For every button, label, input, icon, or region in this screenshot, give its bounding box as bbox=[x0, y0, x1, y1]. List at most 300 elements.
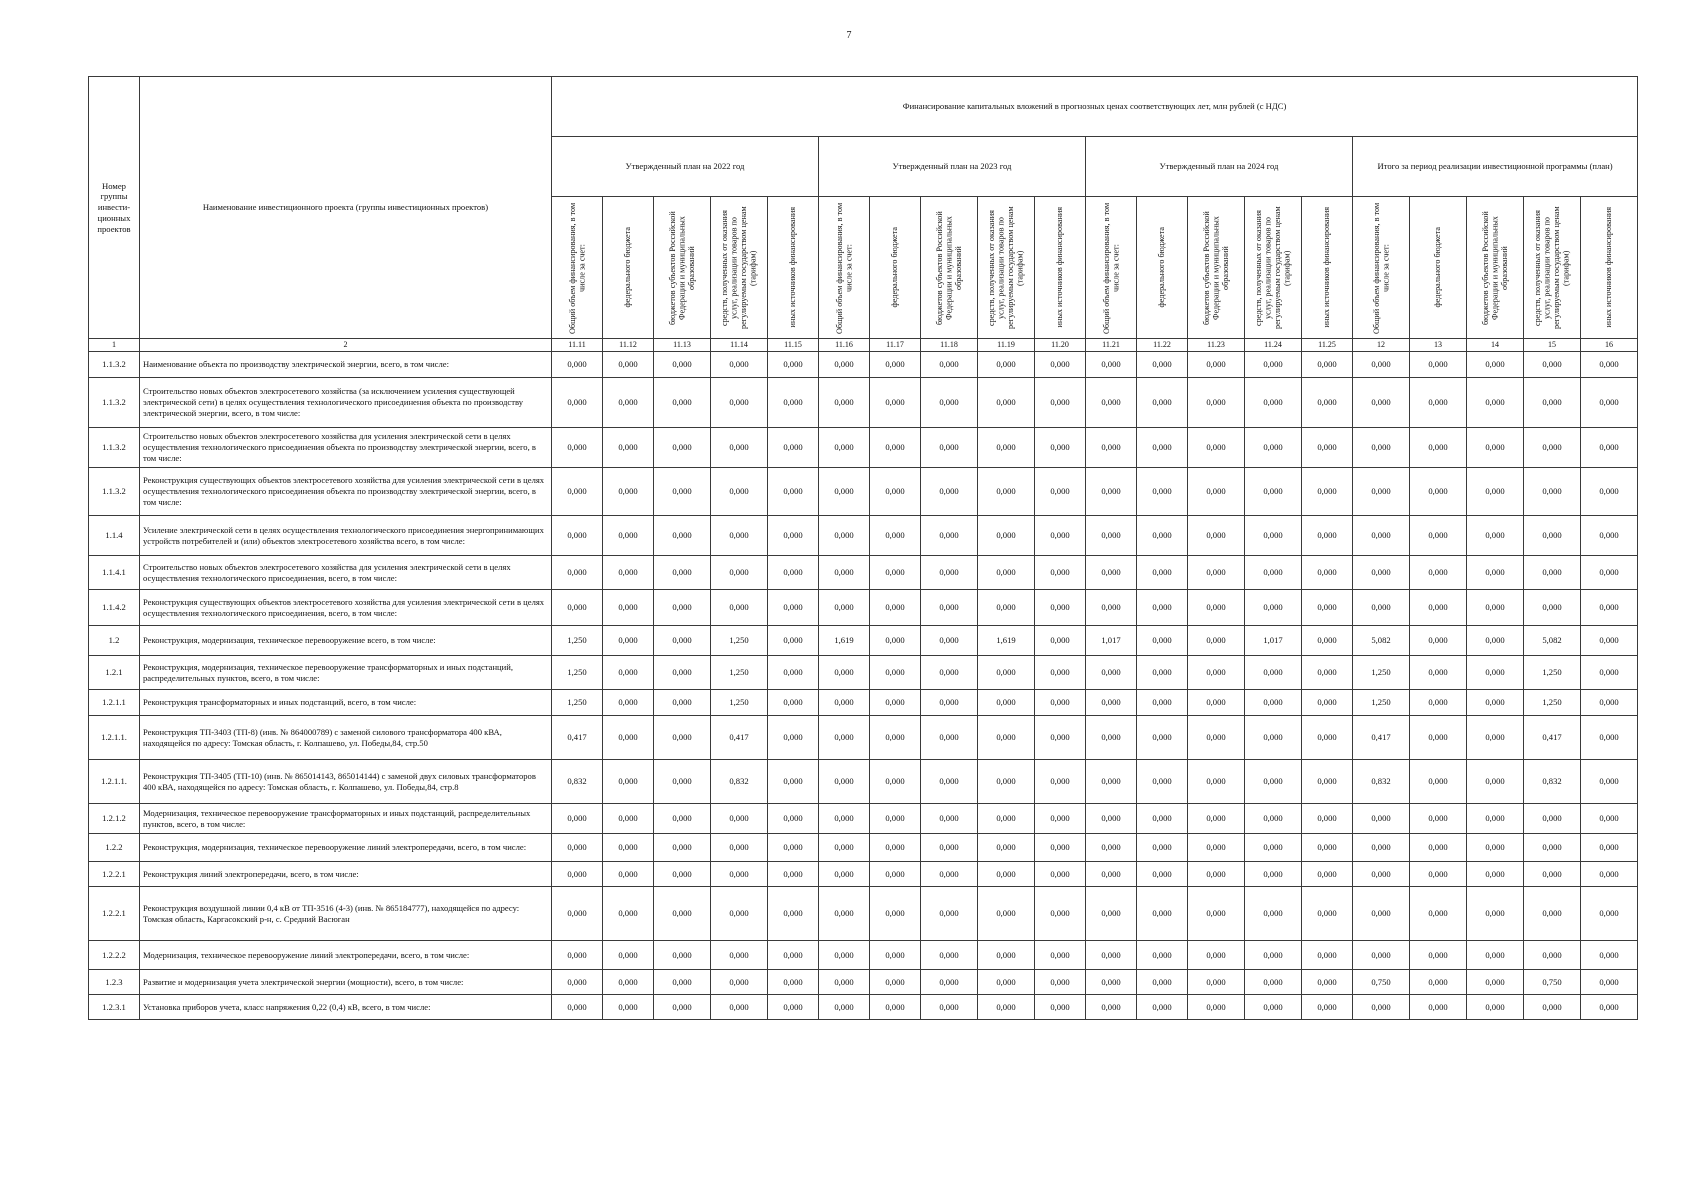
row-value-cell: 0,000 bbox=[1524, 428, 1581, 468]
row-value-cell: 0,000 bbox=[603, 428, 654, 468]
table-row bbox=[89, 690, 1638, 716]
row-value-cell: 1,250 bbox=[552, 656, 603, 690]
row-value-cell: 0,000 bbox=[1581, 590, 1638, 626]
row-value-cell: 0,000 bbox=[768, 556, 819, 590]
row-project-name: Реконструкция ТП-3403 (ТП-8) (инв. № 864000789) с заменой силового трансформатора 400 кВА, находящейся по адресу: Томская область, г. Колпашево, ул. Победы,84, стр.50 bbox=[140, 716, 552, 760]
row-value-cell: 0,000 bbox=[1035, 690, 1086, 716]
subcolumn-header bbox=[552, 197, 603, 339]
row-value-cell: 0,000 bbox=[1035, 626, 1086, 656]
table-body bbox=[89, 352, 1638, 1020]
row-value-cell: 0,000 bbox=[1353, 804, 1410, 834]
row-value-cell: 0,000 bbox=[1137, 970, 1188, 995]
table-row bbox=[89, 887, 1638, 941]
row-value-cell: 0,000 bbox=[921, 690, 978, 716]
row-value-cell: 0,000 bbox=[819, 656, 870, 690]
row-project-name: Строительство новых объектов электросетевого хозяйства для усиления электрической сети в целях осуществления технологического присоединения объекта по производству электрической энергии, всего, в том числе: bbox=[140, 428, 552, 468]
row-value-cell: 0,000 bbox=[1524, 941, 1581, 970]
subcolumn-header bbox=[1467, 197, 1524, 339]
row-value-cell: 0,000 bbox=[819, 804, 870, 834]
row-value-cell: 0,000 bbox=[921, 716, 978, 760]
row-value-cell: 0,000 bbox=[1524, 352, 1581, 378]
row-group-number: 1.2.2.2 bbox=[89, 941, 140, 970]
row-value-cell: 0,000 bbox=[819, 970, 870, 995]
row-value-cell: 0,000 bbox=[819, 716, 870, 760]
subcolumn-header-label: Общий объем финансирования, в том числе за счет: bbox=[834, 201, 853, 334]
row-value-cell: 0,000 bbox=[1245, 941, 1302, 970]
row-value-cell: 0,000 bbox=[870, 887, 921, 941]
row-value-cell: 0,000 bbox=[1086, 887, 1137, 941]
subcolumn-header-label: бюджетов субъектов Российской Федерации и муниципальных образований bbox=[1201, 210, 1230, 325]
row-value-cell: 0,000 bbox=[1581, 556, 1638, 590]
row-value-cell: 0,000 bbox=[603, 887, 654, 941]
table-row bbox=[89, 428, 1638, 468]
row-value-cell: 0,000 bbox=[1086, 352, 1137, 378]
row-value-cell: 0,000 bbox=[1524, 590, 1581, 626]
row-value-cell: 0,000 bbox=[603, 468, 654, 516]
table-row bbox=[89, 556, 1638, 590]
row-value-cell: 0,000 bbox=[819, 352, 870, 378]
row-value-cell: 0,000 bbox=[1035, 656, 1086, 690]
row-value-cell: 0,000 bbox=[654, 352, 711, 378]
row-project-name: Реконструкция, модернизация, техническое перевооружение линий электропередачи, всего, в том числе: bbox=[140, 834, 552, 862]
row-value-cell: 0,000 bbox=[1353, 516, 1410, 556]
row-value-cell: 0,000 bbox=[768, 590, 819, 626]
column-number-cell: 2 bbox=[140, 339, 552, 352]
row-value-cell: 0,000 bbox=[1302, 626, 1353, 656]
period-header: Утвержденный план на 2024 год bbox=[1086, 137, 1353, 197]
subcolumn-header bbox=[978, 197, 1035, 339]
row-value-cell: 0,000 bbox=[1188, 352, 1245, 378]
row-value-cell: 1,250 bbox=[1524, 656, 1581, 690]
row-value-cell: 0,000 bbox=[1302, 716, 1353, 760]
row-value-cell: 0,000 bbox=[1035, 760, 1086, 804]
row-value-cell: 0,417 bbox=[552, 716, 603, 760]
row-value-cell: 0,000 bbox=[819, 995, 870, 1020]
table-row bbox=[89, 352, 1638, 378]
row-value-cell: 0,000 bbox=[870, 690, 921, 716]
row-value-cell: 0,000 bbox=[870, 626, 921, 656]
row-value-cell: 0,000 bbox=[768, 941, 819, 970]
row-group-number: 1.2.1.1. bbox=[89, 760, 140, 804]
row-value-cell: 0,000 bbox=[978, 556, 1035, 590]
row-value-cell: 0,000 bbox=[1188, 468, 1245, 516]
row-value-cell: 0,000 bbox=[1137, 690, 1188, 716]
row-value-cell: 0,000 bbox=[978, 590, 1035, 626]
financing-title-header: Финансирование капитальных вложений в прогнозных ценах соответствующих лет, млн рублей (с НДС) bbox=[552, 77, 1638, 137]
subcolumn-header bbox=[1086, 197, 1137, 339]
table-row bbox=[89, 862, 1638, 887]
row-value-cell: 0,000 bbox=[654, 834, 711, 862]
row-value-cell: 0,000 bbox=[711, 834, 768, 862]
row-value-cell: 0,000 bbox=[1035, 428, 1086, 468]
row-value-cell: 0,000 bbox=[1188, 941, 1245, 970]
row-value-cell: 0,000 bbox=[921, 428, 978, 468]
row-value-cell: 0,750 bbox=[1524, 970, 1581, 995]
row-value-cell: 0,000 bbox=[1467, 556, 1524, 590]
row-group-number: 1.2.1.2 bbox=[89, 804, 140, 834]
row-value-cell: 0,000 bbox=[1467, 590, 1524, 626]
subcolumn-header-label: Общий объем финансирования, в том числе за счет: bbox=[1101, 201, 1120, 334]
row-group-number: 1.2.1 bbox=[89, 656, 140, 690]
row-group-number: 1.2 bbox=[89, 626, 140, 656]
row-value-cell: 0,000 bbox=[1581, 468, 1638, 516]
subcolumn-header bbox=[1302, 197, 1353, 339]
row-value-cell: 0,000 bbox=[1302, 804, 1353, 834]
row-project-name: Реконструкция, модернизация, техническое перевооружение всего, в том числе: bbox=[140, 626, 552, 656]
column-number-cell: 11.19 bbox=[978, 339, 1035, 352]
row-project-name: Реконструкция ТП-3405 (ТП-10) (инв. № 865014143, 865014144) с заменой двух силовых трансформаторов 400 кВА, находящейся по адресу: Томская область, г. Колпашево, ул. Победы,84, стр.8 bbox=[140, 760, 552, 804]
row-value-cell: 0,000 bbox=[921, 556, 978, 590]
row-value-cell: 0,000 bbox=[1086, 941, 1137, 970]
row-value-cell: 0,000 bbox=[1137, 834, 1188, 862]
row-value-cell: 0,000 bbox=[1410, 804, 1467, 834]
period-header: Утвержденный план на 2022 год bbox=[552, 137, 819, 197]
column-number-cell: 11.18 bbox=[921, 339, 978, 352]
row-group-number: 1.1.3.2 bbox=[89, 428, 140, 468]
row-value-cell: 0,000 bbox=[870, 590, 921, 626]
subcolumn-header bbox=[1245, 197, 1302, 339]
subcolumn-header bbox=[603, 197, 654, 339]
subcolumn-header-label: иных источников финансирования bbox=[1055, 207, 1065, 328]
row-value-cell: 0,000 bbox=[1467, 516, 1524, 556]
subcolumn-header-label: средств, полученных от оказания услуг, реализации товаров по регулируемым государством ценам (тарифам) bbox=[1533, 206, 1571, 329]
row-value-cell: 0,000 bbox=[1581, 862, 1638, 887]
column-number-cell: 11.21 bbox=[1086, 339, 1137, 352]
column-number-cell: 14 bbox=[1467, 339, 1524, 352]
row-value-cell: 0,000 bbox=[1467, 468, 1524, 516]
row-value-cell: 0,000 bbox=[711, 995, 768, 1020]
row-value-cell: 5,082 bbox=[1524, 626, 1581, 656]
row-value-cell: 0,000 bbox=[921, 656, 978, 690]
row-value-cell: 0,000 bbox=[603, 834, 654, 862]
row-value-cell: 0,000 bbox=[819, 378, 870, 428]
row-value-cell: 0,000 bbox=[768, 428, 819, 468]
row-value-cell: 0,000 bbox=[1302, 941, 1353, 970]
row-value-cell: 0,000 bbox=[654, 556, 711, 590]
row-value-cell: 0,000 bbox=[1524, 378, 1581, 428]
row-value-cell: 0,000 bbox=[603, 690, 654, 716]
row-value-cell: 0,000 bbox=[552, 428, 603, 468]
row-value-cell: 0,000 bbox=[978, 690, 1035, 716]
column-number-cell: 13 bbox=[1410, 339, 1467, 352]
row-value-cell: 0,000 bbox=[870, 428, 921, 468]
row-value-cell: 0,000 bbox=[1188, 378, 1245, 428]
row-value-cell: 0,000 bbox=[768, 804, 819, 834]
row-value-cell: 0,000 bbox=[1353, 834, 1410, 862]
row-value-cell: 0,000 bbox=[1353, 352, 1410, 378]
table-header bbox=[89, 77, 1638, 352]
row-value-cell: 0,000 bbox=[1353, 378, 1410, 428]
row-value-cell: 0,000 bbox=[711, 352, 768, 378]
row-value-cell: 0,000 bbox=[1467, 834, 1524, 862]
column-number-cell: 11.12 bbox=[603, 339, 654, 352]
row-value-cell: 0,000 bbox=[1581, 428, 1638, 468]
row-value-cell: 0,000 bbox=[1467, 716, 1524, 760]
row-value-cell: 0,000 bbox=[1137, 556, 1188, 590]
row-value-cell: 0,000 bbox=[1188, 862, 1245, 887]
row-value-cell: 0,000 bbox=[921, 941, 978, 970]
row-value-cell: 0,000 bbox=[1467, 378, 1524, 428]
table-row bbox=[89, 626, 1638, 656]
row-project-name: Модернизация, техническое перевооружение линий электропередачи, всего, в том числе: bbox=[140, 941, 552, 970]
row-value-cell: 0,000 bbox=[1467, 970, 1524, 995]
row-value-cell: 0,000 bbox=[921, 995, 978, 1020]
row-value-cell: 0,000 bbox=[1581, 716, 1638, 760]
row-value-cell: 0,000 bbox=[1086, 590, 1137, 626]
row-value-cell: 0,000 bbox=[1524, 804, 1581, 834]
row-value-cell: 5,082 bbox=[1353, 626, 1410, 656]
row-value-cell: 0,000 bbox=[978, 804, 1035, 834]
row-value-cell: 0,000 bbox=[1410, 378, 1467, 428]
row-value-cell: 0,000 bbox=[870, 378, 921, 428]
row-value-cell: 0,000 bbox=[768, 656, 819, 690]
row-value-cell: 0,000 bbox=[654, 887, 711, 941]
row-value-cell: 0,000 bbox=[552, 995, 603, 1020]
row-value-cell: 0,000 bbox=[1467, 887, 1524, 941]
subcolumn-header-label: средств, полученных от оказания услуг, реализации товаров по регулируемым государством ценам (тарифам) bbox=[720, 206, 758, 329]
row-value-cell: 0,000 bbox=[978, 995, 1035, 1020]
row-project-name: Строительство новых объектов электросетевого хозяйства (за исключением усиления существующей электрической сети) в целях осуществления технологического присоединения объекта по производству электрической энергии, всего, в том числе: bbox=[140, 378, 552, 428]
row-value-cell: 0,000 bbox=[603, 862, 654, 887]
period-header: Итого за период реализации инвестиционной программы (план) bbox=[1353, 137, 1638, 197]
row-value-cell: 0,000 bbox=[1245, 378, 1302, 428]
column-number-cell: 11.13 bbox=[654, 339, 711, 352]
row-group-number: 1.1.3.2 bbox=[89, 468, 140, 516]
row-value-cell: 0,000 bbox=[1035, 887, 1086, 941]
row-value-cell: 0,000 bbox=[552, 862, 603, 887]
row-group-number: 1.1.4.1 bbox=[89, 556, 140, 590]
row-group-number: 1.1.4 bbox=[89, 516, 140, 556]
row-value-cell: 0,000 bbox=[1581, 760, 1638, 804]
subcolumn-header bbox=[921, 197, 978, 339]
row-value-cell: 0,000 bbox=[1035, 970, 1086, 995]
row-value-cell: 0,000 bbox=[1188, 656, 1245, 690]
row-project-name: Строительство новых объектов электросетевого хозяйства для усиления электрической сети в целях осуществления технологического присоединения, всего, в том числе: bbox=[140, 556, 552, 590]
row-value-cell: 0,000 bbox=[978, 834, 1035, 862]
row-value-cell: 0,000 bbox=[603, 995, 654, 1020]
row-value-cell: 0,000 bbox=[603, 516, 654, 556]
row-project-name: Развитие и модернизация учета электрической энергии (мощности), всего, в том числе: bbox=[140, 970, 552, 995]
row-value-cell: 0,000 bbox=[1245, 656, 1302, 690]
row-value-cell: 0,000 bbox=[1188, 590, 1245, 626]
row-value-cell: 0,000 bbox=[1581, 995, 1638, 1020]
row-value-cell: 0,000 bbox=[819, 556, 870, 590]
table-row bbox=[89, 995, 1638, 1020]
row-value-cell: 0,000 bbox=[1035, 516, 1086, 556]
row-value-cell: 0,000 bbox=[1086, 656, 1137, 690]
table-row bbox=[89, 760, 1638, 804]
row-value-cell: 0,000 bbox=[552, 590, 603, 626]
row-value-cell: 0,000 bbox=[552, 468, 603, 516]
row-value-cell: 0,000 bbox=[978, 760, 1035, 804]
row-value-cell: 0,000 bbox=[1137, 862, 1188, 887]
subcolumn-header-label: федерального бюджета bbox=[1433, 227, 1443, 308]
row-value-cell: 0,000 bbox=[870, 468, 921, 516]
row-value-cell: 0,000 bbox=[552, 970, 603, 995]
row-value-cell: 0,750 bbox=[1353, 970, 1410, 995]
row-value-cell: 0,000 bbox=[1137, 468, 1188, 516]
subcolumn-header bbox=[1410, 197, 1467, 339]
row-value-cell: 0,000 bbox=[870, 760, 921, 804]
row-value-cell: 0,000 bbox=[711, 468, 768, 516]
row-value-cell: 0,000 bbox=[654, 862, 711, 887]
row-value-cell: 0,000 bbox=[1086, 468, 1137, 516]
row-project-name: Установка приборов учета, класс напряжения 0,22 (0,4) кВ, всего, в том числе: bbox=[140, 995, 552, 1020]
row-value-cell: 0,000 bbox=[1245, 690, 1302, 716]
row-value-cell: 0,000 bbox=[1410, 862, 1467, 887]
row-project-name: Усиление электрической сети в целях осуществления технологического присоединения энергопринимающих устройств потребителей и (или) объектов электросетевого хозяйства всего, в том числе: bbox=[140, 516, 552, 556]
row-value-cell: 0,000 bbox=[1086, 716, 1137, 760]
row-value-cell: 0,000 bbox=[711, 887, 768, 941]
row-project-name: Модернизация, техническое перевооружение трансформаторных и иных подстанций, распределительных пунктов, всего, в том числе: bbox=[140, 804, 552, 834]
column-number-cell: 11.14 bbox=[711, 339, 768, 352]
row-value-cell: 0,000 bbox=[1245, 760, 1302, 804]
row-value-cell: 0,000 bbox=[1086, 516, 1137, 556]
row-value-cell: 0,000 bbox=[1245, 862, 1302, 887]
row-project-name: Реконструкция линий электропередачи, всего, в том числе: bbox=[140, 862, 552, 887]
row-value-cell: 0,000 bbox=[1467, 760, 1524, 804]
row-value-cell: 0,000 bbox=[1188, 887, 1245, 941]
subcolumn-header-label: Общий объем финансирования, в том числе за счет: bbox=[567, 201, 586, 334]
row-value-cell: 0,417 bbox=[1524, 716, 1581, 760]
row-value-cell: 0,000 bbox=[921, 352, 978, 378]
row-value-cell: 0,000 bbox=[1302, 428, 1353, 468]
row-value-cell: 0,000 bbox=[552, 941, 603, 970]
row-value-cell: 0,000 bbox=[654, 626, 711, 656]
row-value-cell: 0,000 bbox=[1302, 468, 1353, 516]
row-value-cell: 0,000 bbox=[1410, 941, 1467, 970]
row-value-cell: 0,000 bbox=[1137, 941, 1188, 970]
subcolumn-header-label: федерального бюджета bbox=[623, 227, 633, 308]
row-value-cell: 0,000 bbox=[1245, 834, 1302, 862]
subcolumn-header bbox=[1524, 197, 1581, 339]
row-value-cell: 0,000 bbox=[603, 590, 654, 626]
row-value-cell: 0,000 bbox=[654, 656, 711, 690]
row-value-cell: 0,832 bbox=[1353, 760, 1410, 804]
row-value-cell: 0,000 bbox=[1245, 516, 1302, 556]
row-value-cell: 0,000 bbox=[1035, 834, 1086, 862]
row-value-cell: 0,000 bbox=[1245, 590, 1302, 626]
row-value-cell: 0,000 bbox=[768, 352, 819, 378]
column-number-cell: 11.25 bbox=[1302, 339, 1353, 352]
row-value-cell: 0,000 bbox=[603, 716, 654, 760]
row-value-cell: 0,000 bbox=[819, 862, 870, 887]
row-value-cell: 0,000 bbox=[768, 378, 819, 428]
table-row bbox=[89, 941, 1638, 970]
row-value-cell: 0,000 bbox=[1524, 556, 1581, 590]
column-number-cell: 11.17 bbox=[870, 339, 921, 352]
row-value-cell: 0,000 bbox=[1302, 590, 1353, 626]
row-value-cell: 0,000 bbox=[870, 716, 921, 760]
row-value-cell: 0,000 bbox=[768, 834, 819, 862]
row-value-cell: 1,250 bbox=[711, 656, 768, 690]
column-number-cell: 11.24 bbox=[1245, 339, 1302, 352]
table-row bbox=[89, 656, 1638, 690]
row-group-number: 1.2.2 bbox=[89, 834, 140, 862]
row-value-cell: 0,000 bbox=[1035, 995, 1086, 1020]
row-value-cell: 0,000 bbox=[768, 716, 819, 760]
row-value-cell: 0,000 bbox=[552, 516, 603, 556]
row-value-cell: 0,000 bbox=[603, 941, 654, 970]
table-row bbox=[89, 804, 1638, 834]
row-value-cell: 0,000 bbox=[1302, 656, 1353, 690]
row-value-cell: 0,000 bbox=[1353, 941, 1410, 970]
row-value-cell: 0,000 bbox=[1353, 468, 1410, 516]
row-value-cell: 0,000 bbox=[1188, 804, 1245, 834]
row-value-cell: 0,000 bbox=[654, 995, 711, 1020]
row-value-cell: 0,000 bbox=[1410, 468, 1467, 516]
row-value-cell: 0,000 bbox=[1467, 690, 1524, 716]
row-value-cell: 0,000 bbox=[870, 941, 921, 970]
row-value-cell: 0,000 bbox=[1035, 468, 1086, 516]
column-number-cell: 11.11 bbox=[552, 339, 603, 352]
row-group-number: 1.2.1.1. bbox=[89, 716, 140, 760]
row-value-cell: 0,000 bbox=[921, 804, 978, 834]
row-value-cell: 0,000 bbox=[768, 970, 819, 995]
row-value-cell: 0,000 bbox=[552, 378, 603, 428]
column-number-cell: 12 bbox=[1353, 339, 1410, 352]
row-value-cell: 0,000 bbox=[768, 862, 819, 887]
row-value-cell: 0,000 bbox=[768, 995, 819, 1020]
column-number-cell: 11.16 bbox=[819, 339, 870, 352]
table-row bbox=[89, 716, 1638, 760]
row-group-number: 1.2.3.1 bbox=[89, 995, 140, 1020]
row-value-cell: 0,000 bbox=[1086, 428, 1137, 468]
row-value-cell: 0,000 bbox=[1410, 590, 1467, 626]
row-value-cell: 0,000 bbox=[1086, 804, 1137, 834]
subcolumn-header-label: бюджетов субъектов Российской Федерации и муниципальных образований bbox=[667, 210, 696, 325]
row-value-cell: 1,619 bbox=[978, 626, 1035, 656]
row-value-cell: 0,000 bbox=[921, 862, 978, 887]
row-value-cell: 0,000 bbox=[603, 804, 654, 834]
subcolumn-header-label: иных источников финансирования bbox=[788, 207, 798, 328]
row-value-cell: 1,250 bbox=[552, 626, 603, 656]
table-row bbox=[89, 590, 1638, 626]
row-value-cell: 0,000 bbox=[552, 804, 603, 834]
row-value-cell: 0,000 bbox=[711, 941, 768, 970]
row-value-cell: 0,000 bbox=[768, 516, 819, 556]
row-value-cell: 0,832 bbox=[552, 760, 603, 804]
subcolumn-header-label: Общий объем финансирования, в том числе за счет: bbox=[1371, 201, 1390, 334]
row-value-cell: 0,000 bbox=[1086, 834, 1137, 862]
subcolumn-header-label: средств, полученных от оказания услуг, реализации товаров по регулируемым государством ценам (тарифам) bbox=[1254, 206, 1292, 329]
row-value-cell: 0,000 bbox=[1410, 834, 1467, 862]
row-value-cell: 0,000 bbox=[921, 970, 978, 995]
row-value-cell: 0,000 bbox=[1137, 378, 1188, 428]
row-value-cell: 0,000 bbox=[870, 995, 921, 1020]
row-value-cell: 1,250 bbox=[552, 690, 603, 716]
row-value-cell: 0,000 bbox=[1137, 352, 1188, 378]
row-value-cell: 0,000 bbox=[1245, 804, 1302, 834]
row-group-number: 1.1.3.2 bbox=[89, 378, 140, 428]
row-value-cell: 0,000 bbox=[1035, 804, 1086, 834]
row-value-cell: 0,000 bbox=[1410, 970, 1467, 995]
row-group-number: 1.2.2.1 bbox=[89, 887, 140, 941]
row-value-cell: 0,000 bbox=[1137, 656, 1188, 690]
row-value-cell: 0,000 bbox=[1137, 626, 1188, 656]
column-number-cell: 16 bbox=[1581, 339, 1638, 352]
row-value-cell: 0,000 bbox=[870, 516, 921, 556]
row-value-cell: 0,000 bbox=[978, 428, 1035, 468]
row-value-cell: 0,000 bbox=[1137, 428, 1188, 468]
row-value-cell: 0,000 bbox=[1410, 716, 1467, 760]
row-value-cell: 0,000 bbox=[1410, 887, 1467, 941]
row-value-cell: 1,250 bbox=[1353, 690, 1410, 716]
row-value-cell: 0,000 bbox=[654, 804, 711, 834]
row-value-cell: 0,000 bbox=[1137, 590, 1188, 626]
row-value-cell: 0,000 bbox=[768, 887, 819, 941]
row-value-cell: 0,000 bbox=[819, 690, 870, 716]
